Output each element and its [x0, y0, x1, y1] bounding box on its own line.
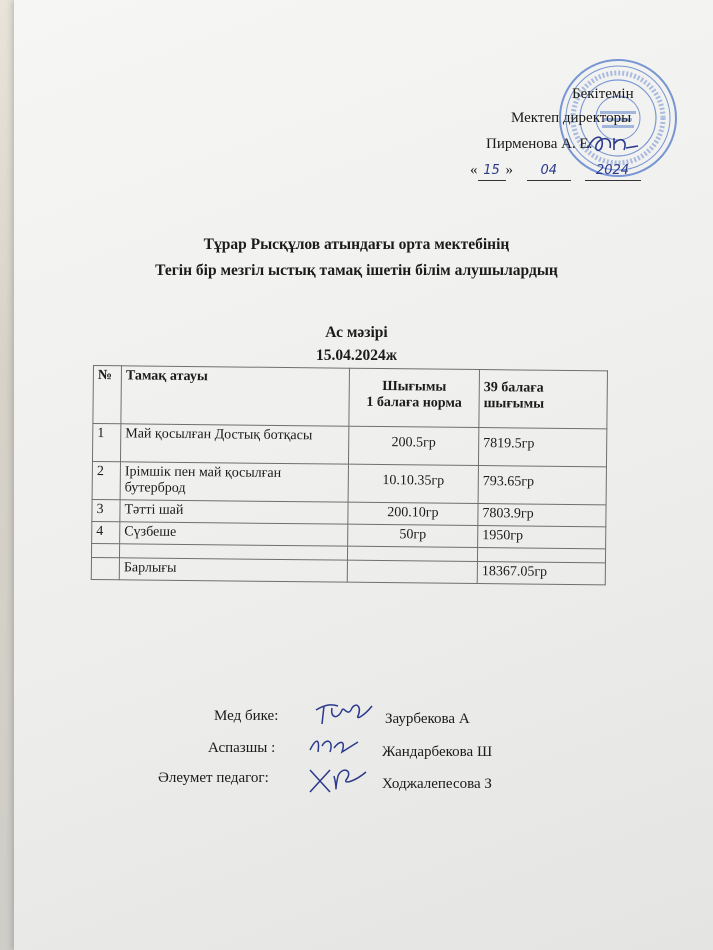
- row-number: 3: [92, 499, 120, 521]
- row-dish-name: Сүзбеше: [120, 522, 348, 546]
- row-total: 7803.9гр: [478, 504, 606, 527]
- signature-role-nurse: Мед бике:: [214, 708, 279, 724]
- date-close-quote: »: [505, 162, 513, 178]
- table-total-row: [91, 557, 605, 584]
- menu-subtitle: Ас мәзірі: [325, 324, 388, 341]
- approval-date: [470, 161, 641, 181]
- approval-director-name: Пирменова А. Е.: [486, 136, 593, 152]
- nurse-signature-icon: [312, 698, 376, 728]
- signature-name-social-pedagogue: Ходжалепесова З: [382, 776, 492, 792]
- date-open-quote: «: [470, 162, 478, 178]
- header-dish-name: Тамақ атауы: [121, 366, 350, 426]
- header-number: №: [93, 366, 122, 424]
- row-norm: [347, 546, 477, 561]
- header-norm: Шығымы 1 балаға норма: [349, 368, 480, 427]
- total-label: Барлығы: [119, 558, 347, 582]
- total-value: 18367.05гр: [477, 562, 605, 585]
- signature-role-social-pedagogue: Әлеумет педагог:: [158, 770, 269, 786]
- signature-name-cook: Жандарбекова Ш: [382, 744, 493, 760]
- row-number: 1: [92, 424, 120, 462]
- total-empty-cell: [347, 560, 477, 583]
- date-month: 04: [527, 161, 571, 181]
- row-norm: 10.10.35гр: [348, 464, 478, 503]
- row-dish-name: Ірімшік пен май қосылған бутерброд: [120, 462, 348, 502]
- row-dish-name: Май қосылған Достық ботқасы: [120, 424, 348, 464]
- row-total: 1950гр: [478, 526, 606, 549]
- table-row: [92, 461, 606, 504]
- row-norm: 200.10гр: [348, 502, 478, 525]
- date-day: 15: [478, 161, 506, 181]
- row-total: 793.65гр: [478, 466, 606, 505]
- row-number: [91, 543, 119, 557]
- signature-role-cook: Аспазшы :: [208, 740, 276, 756]
- row-total: [477, 548, 605, 563]
- row-norm: 50гр: [348, 524, 478, 547]
- row-norm: 200.5гр: [348, 426, 478, 465]
- approval-position: Мектеп директоры: [511, 110, 632, 126]
- header-total: 39 балаға шығымы: [479, 370, 608, 429]
- approval-heading: Бекітемін: [572, 86, 634, 102]
- table-header-row: [93, 366, 608, 429]
- row-number: 4: [92, 521, 120, 543]
- social-pedagogue-signature-icon: [304, 762, 368, 796]
- document-title-line2: Тегін бір мезгіл ыстық тамақ ішетін білім алушылардың: [155, 262, 558, 279]
- document-title-line1: Тұрар Рысқұлов атындағы орта мектебінің: [203, 236, 510, 253]
- row-number: 2: [92, 461, 120, 499]
- total-empty-cell: [91, 557, 119, 579]
- date-year: 2024: [585, 161, 641, 181]
- table-row: [92, 424, 606, 467]
- signature-name-nurse: Заурбекова А: [385, 711, 470, 727]
- row-dish-name: Тәтті шай: [120, 500, 348, 524]
- menu-table: [91, 365, 608, 585]
- director-signature-icon: [584, 130, 640, 156]
- menu-date: 15.04.2024ж: [316, 347, 397, 364]
- row-total: 7819.5гр: [478, 428, 606, 467]
- cook-signature-icon: [306, 732, 362, 758]
